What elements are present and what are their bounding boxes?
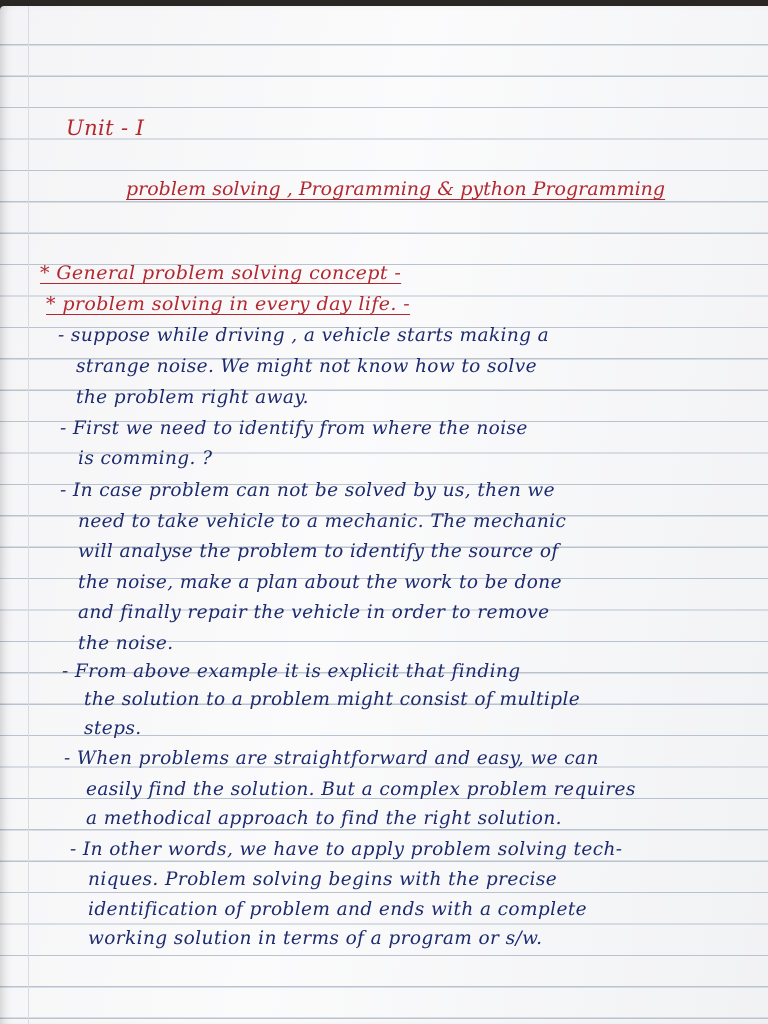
note-line: working solution in terms of a program or s/w. [88,928,543,949]
section-heading: * General problem solving concept - [40,262,402,284]
margin-line [28,6,29,1024]
note-line: - When problems are straightforward and easy, we can [64,748,599,769]
note-line: the noise. [78,633,174,654]
note-line: - In case problem can not be solved by us, then we [60,480,556,501]
note-line: the solution to a problem might consist of multiple [84,689,581,710]
note-line: - suppose while driving , a vehicle starts making a [58,325,550,346]
note-line: need to take vehicle to a mechanic. The mechanic [78,511,567,532]
note-line: identification of problem and ends with a complete [88,899,588,920]
note-line: the problem right away. [76,387,309,408]
subject-title: problem solving , Programming & python Programming [126,178,666,200]
note-line: is comming. ? [78,448,213,469]
sub-heading: * problem solving in every day life. - [46,293,411,315]
note-line: easily find the solution. But a complex problem requires [86,779,636,800]
note-line: steps. [84,718,142,739]
note-line: and finally repair the vehicle in order to remove [78,602,550,623]
notebook-page [0,6,768,1024]
note-line: niques. Problem solving begins with the precise [88,869,558,890]
note-line: - In other words, we have to apply problem solving tech- [70,839,623,860]
note-line: will analyse the problem to identify the source of [78,541,559,562]
note-line: the noise, make a plan about the work to be done [78,572,562,593]
unit-title: Unit - I [66,116,145,140]
note-line: strange noise. We might not know how to solve [76,356,537,377]
note-line: - First we need to identify from where the noise [60,418,528,439]
note-line: a methodical approach to find the right solution. [86,808,562,829]
note-line: - From above example it is explicit that finding [62,661,521,682]
